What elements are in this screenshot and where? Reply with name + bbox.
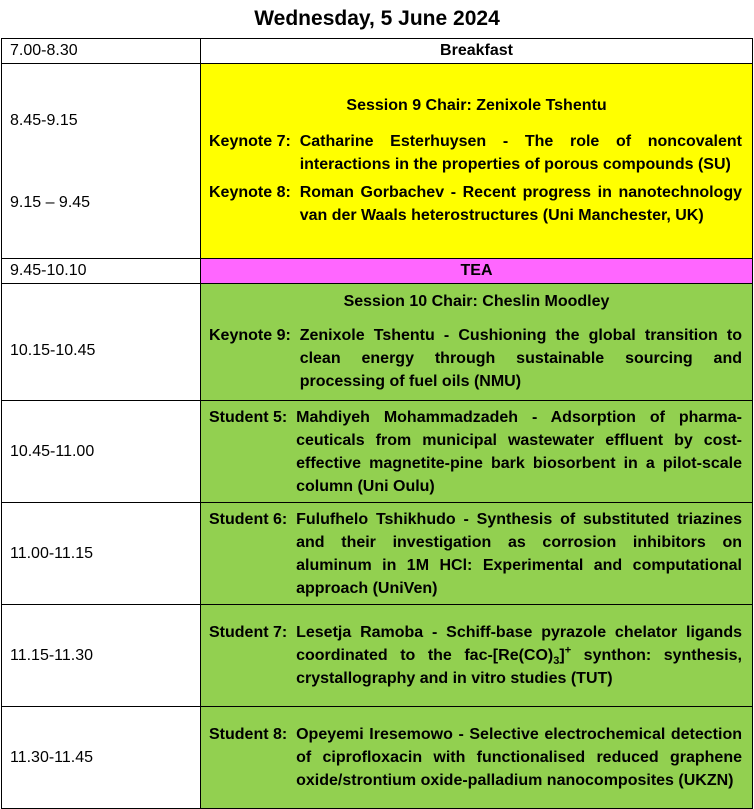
keynote-9-entry bbox=[201, 324, 752, 393]
student-6-cell bbox=[201, 503, 753, 605]
subscript: 3 bbox=[553, 655, 560, 668]
student-8-cell bbox=[201, 707, 753, 809]
entry-text-part: Lesetja Ramoba - Schiff-base pyrazole chelator ligands coordinated to the fac-[Re(CO) bbox=[296, 624, 742, 664]
student-8-entry bbox=[201, 723, 752, 792]
time-cell: 11.00-11.15 bbox=[2, 503, 201, 605]
entry-label: Keynote 8: bbox=[209, 184, 300, 201]
superscript: + bbox=[564, 644, 572, 657]
table-row bbox=[2, 503, 753, 605]
session-10-cell bbox=[201, 284, 753, 401]
time-cell: 9.45-10.10 bbox=[2, 259, 201, 284]
entry-label: Student 8: bbox=[209, 726, 297, 743]
time-cell: 7.00-8.30 bbox=[2, 39, 201, 64]
entry-text: Roman Gorbachev - Recent progress in nanotechnology van der Waals heterostructures (Uni Manchester, UK) bbox=[299, 184, 742, 224]
schedule-table bbox=[1, 38, 753, 809]
keynote-8-entry bbox=[201, 181, 752, 227]
keynote-7-entry bbox=[201, 130, 752, 176]
table-row bbox=[2, 284, 753, 401]
entry-text: Catharine Esterhuysen - The role of noncovalent interactions in the properties of porous compounds (SU) bbox=[299, 133, 742, 173]
entry-label: Keynote 9: bbox=[209, 327, 300, 344]
entry-text: Fulufhelo Tshikhudo - Synthesis of substituted triazines and their investigation as corrosion inhibitors on aluminum in 1M HCl: Experimental and computational approach (UniVen) bbox=[296, 510, 742, 597]
table-row bbox=[2, 64, 753, 259]
time-label: 9.15 – 9.45 bbox=[10, 194, 91, 211]
entry-text: Zenixole Tshentu - Cushioning the global transition to clean energy through sustainable sourcing and processing of fuel oils (NMU) bbox=[299, 327, 742, 390]
time-cell: 10.45-11.00 bbox=[2, 401, 201, 503]
page-title: Wednesday, 5 June 2024 bbox=[254, 7, 500, 30]
entry-label: Keynote 7: bbox=[209, 133, 300, 150]
table-row bbox=[2, 401, 753, 503]
time-cell bbox=[2, 64, 201, 259]
student-6-entry bbox=[201, 508, 752, 600]
student-5-entry bbox=[201, 406, 752, 498]
entry-text-part: synthon: synthesis, crystallography and in vitro studies (TUT) bbox=[296, 647, 742, 687]
time-cell bbox=[2, 284, 201, 401]
session-9-cell bbox=[201, 64, 753, 259]
student-7-entry bbox=[201, 621, 752, 690]
tea-cell: TEA bbox=[201, 259, 753, 284]
time-label: 8.45-9.15 bbox=[10, 112, 78, 129]
entry-text: Opeyemi Iresemowo - Selective electrochemical detection of ciprofloxacin with functionalised reduced graphene oxide/strontium oxide-palladium nanocomposites (UKZN) bbox=[296, 726, 742, 789]
entry-label: Student 6: bbox=[209, 510, 297, 528]
session-chair: Session 10 Chair: Cheslin Moodley bbox=[343, 293, 610, 310]
student-7-cell bbox=[201, 605, 753, 707]
time-label: 10.15-10.45 bbox=[10, 342, 96, 359]
table-row bbox=[2, 707, 753, 809]
entry-text-part: ] bbox=[559, 647, 565, 664]
session-chair: Session 9 Chair: Zenixole Tshentu bbox=[346, 97, 607, 114]
table-row bbox=[2, 605, 753, 707]
entry-text bbox=[296, 621, 742, 690]
breakfast-cell: Breakfast bbox=[201, 39, 753, 64]
table-row bbox=[2, 259, 753, 284]
student-5-cell bbox=[201, 401, 753, 503]
entry-label: Student 7: bbox=[209, 624, 297, 641]
time-cell: 11.15-11.30 bbox=[2, 605, 201, 707]
entry-text: Mahdiyeh Mohammadzadeh - Adsorption of pharma-ceuticals from municipal wastewater effluent by cost-effective magnetite-pine bark biosorbent in a pilot-scale column (Uni Oulu) bbox=[296, 408, 742, 495]
time-cell: 11.30-11.45 bbox=[2, 707, 201, 809]
table-row bbox=[2, 39, 753, 64]
entry-label: Student 5: bbox=[209, 408, 297, 426]
